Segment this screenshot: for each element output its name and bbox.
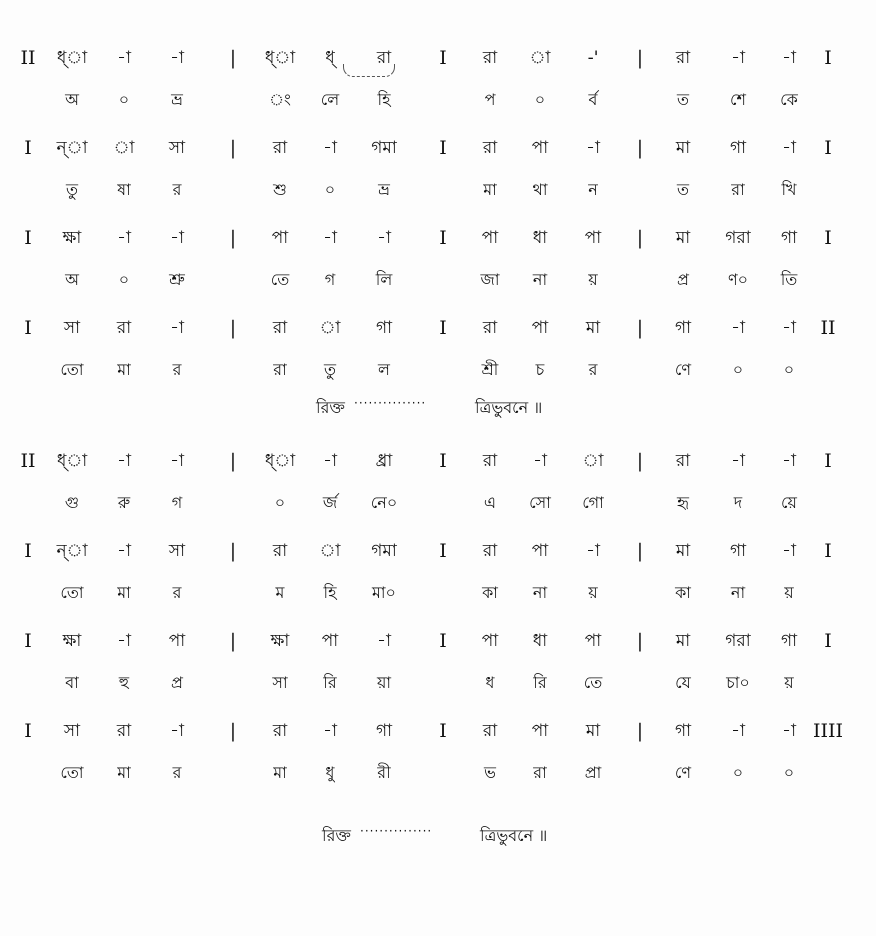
leader-dots: ··············· xyxy=(360,824,433,838)
bar-line: I xyxy=(439,227,447,249)
lyric-syllable: ধু xyxy=(325,763,335,782)
note: -া xyxy=(170,228,184,248)
note: ধ্রা xyxy=(375,451,393,471)
note: রা xyxy=(482,48,498,68)
lyric-syllable: গ xyxy=(324,270,336,289)
note: মা xyxy=(675,138,691,158)
note: া xyxy=(582,451,604,471)
note: রা xyxy=(675,451,691,471)
lyric-syllable: দ xyxy=(733,493,743,512)
lyric-syllable: মা xyxy=(117,763,131,782)
lyric-syllable: রি xyxy=(533,673,547,692)
note: সা xyxy=(63,721,81,741)
note: -া xyxy=(117,451,131,471)
bar-line: | xyxy=(636,450,644,472)
note: মা xyxy=(675,541,691,561)
lyric-syllable: য়ে xyxy=(781,493,797,512)
bar-line: II xyxy=(20,450,36,472)
lyric-syllable: গ xyxy=(171,493,183,512)
note: া xyxy=(319,318,341,338)
bar-line: I xyxy=(24,227,32,249)
bar-line: | xyxy=(229,47,237,69)
lyric-syllable: শে xyxy=(730,90,746,109)
note: -া xyxy=(323,228,337,248)
lyric-syllable: মা xyxy=(117,360,131,379)
note: পা xyxy=(271,228,289,248)
note: গমা xyxy=(371,541,397,561)
lyric-syllable: শ্রী xyxy=(481,360,499,379)
note: গা xyxy=(729,138,747,158)
note: -া xyxy=(170,48,184,68)
note: সা xyxy=(63,318,81,338)
lyric-syllable: ল xyxy=(378,360,390,379)
lyric-syllable: প xyxy=(484,90,496,109)
note: গা xyxy=(729,541,747,561)
lyric-syllable: সো xyxy=(529,493,551,512)
bar-line: I xyxy=(824,630,832,652)
note: পা xyxy=(481,228,499,248)
note: রা xyxy=(116,318,132,338)
note: -া xyxy=(731,48,745,68)
bar-line: I xyxy=(24,630,32,652)
lyric-syllable: খি xyxy=(781,180,797,199)
note: -া xyxy=(117,631,131,651)
lyric-syllable: ভ xyxy=(484,763,496,782)
bar-line: | xyxy=(229,227,237,249)
lyric-syllable: প্রা xyxy=(584,763,602,782)
note: রা xyxy=(272,318,288,338)
note: রা xyxy=(272,138,288,158)
lyric-syllable: ষা xyxy=(117,180,131,199)
note: া xyxy=(529,48,551,68)
lyric-syllable: ০ xyxy=(732,360,744,379)
note: ধ্া xyxy=(264,451,296,471)
note: গমা xyxy=(371,138,397,158)
bar-line: | xyxy=(636,540,644,562)
lyric-syllable: নে০ xyxy=(370,493,398,512)
lyric-syllable: র্জ xyxy=(322,493,338,512)
refrain-end: ত্রিভুবনে ॥ xyxy=(480,826,548,845)
note: পা xyxy=(531,541,549,561)
lyric-syllable: অ xyxy=(65,90,79,109)
lyric-syllable: ন xyxy=(588,180,598,199)
lyric-syllable: এ xyxy=(483,493,497,512)
note: -া xyxy=(782,48,796,68)
note: রা xyxy=(675,48,691,68)
lyric-syllable: য় xyxy=(588,583,598,602)
lyric-syllable: র্ব xyxy=(588,90,598,109)
bar-line: | xyxy=(636,317,644,339)
lyric-syllable: তি xyxy=(780,270,798,289)
lyric-syllable: ভ্র xyxy=(171,90,183,109)
lyric-syllable: গু xyxy=(64,493,80,512)
lyric-syllable: মা xyxy=(117,583,131,602)
note: গা xyxy=(780,631,798,651)
lyric-syllable: হি xyxy=(377,90,391,109)
note: ধ্া xyxy=(264,48,296,68)
note: রা xyxy=(482,541,498,561)
note: রা xyxy=(272,541,288,561)
bar-line: II xyxy=(820,317,836,339)
note: -া xyxy=(731,318,745,338)
note: া xyxy=(319,541,341,561)
note: ক্ষা xyxy=(62,228,82,248)
note: -া xyxy=(170,318,184,338)
note: ধা xyxy=(532,631,548,651)
bar-line: I xyxy=(24,317,32,339)
lyric-syllable: ণ০ xyxy=(727,270,749,289)
note: -া xyxy=(782,541,796,561)
lyric-syllable: লি xyxy=(375,270,393,289)
note: রা xyxy=(482,451,498,471)
bar-line: | xyxy=(636,720,644,742)
lyric-syllable: চা০ xyxy=(726,673,750,692)
lyric-syllable: কা xyxy=(675,583,691,602)
refrain-label: রিক্ত xyxy=(322,826,351,845)
lyric-syllable: ০ xyxy=(118,90,130,109)
note: পা xyxy=(531,318,549,338)
note: ক্ষা xyxy=(62,631,82,651)
note: গরা xyxy=(725,631,751,651)
bar-line: IIII xyxy=(812,720,844,742)
note: মা xyxy=(585,318,601,338)
note: -া xyxy=(377,631,391,651)
lyric-syllable: না xyxy=(532,270,548,289)
lyric-syllable: শু xyxy=(273,180,287,199)
lyric-syllable: না xyxy=(730,583,746,602)
lyric-syllable: প্র xyxy=(677,270,689,289)
note: -া xyxy=(731,721,745,741)
note: -া xyxy=(586,541,600,561)
lyric-syllable: লে xyxy=(320,90,340,109)
note: রা xyxy=(482,138,498,158)
bar-line: I xyxy=(439,720,447,742)
note: ধ্ xyxy=(325,48,335,68)
bar-line: I xyxy=(824,540,832,562)
lyric-syllable: হি xyxy=(323,583,337,602)
note: -া xyxy=(117,541,131,561)
lyric-syllable: প্র xyxy=(171,673,183,692)
note: গা xyxy=(375,721,393,741)
bar-line: I xyxy=(824,47,832,69)
bar-line: | xyxy=(229,720,237,742)
note: -া xyxy=(782,318,796,338)
leader-dots: ··············· xyxy=(354,396,427,410)
lyric-syllable: র xyxy=(588,360,598,379)
lyric-syllable: তু xyxy=(65,180,79,199)
lyric-syllable: ণে xyxy=(674,360,692,379)
bar-line: | xyxy=(229,540,237,562)
note: মা xyxy=(675,228,691,248)
note: ধা xyxy=(532,228,548,248)
note: পা xyxy=(531,721,549,741)
refrain-label: রিক্ত xyxy=(316,398,345,417)
note: পা xyxy=(584,631,602,651)
note: পা xyxy=(584,228,602,248)
lyric-syllable: শ্রু xyxy=(169,270,185,289)
lyric-syllable: ০ xyxy=(783,763,795,782)
lyric-syllable: রা xyxy=(533,763,547,782)
note: রা xyxy=(482,318,498,338)
lyric-syllable: ত xyxy=(676,180,690,199)
bar-line: I xyxy=(24,137,32,159)
bar-line: | xyxy=(636,630,644,652)
note: রা xyxy=(376,48,392,68)
lyric-syllable: যে xyxy=(675,673,691,692)
note: -া xyxy=(117,228,131,248)
bar-line: I xyxy=(24,720,32,742)
lyric-syllable: য় xyxy=(588,270,598,289)
lyric-syllable: তো xyxy=(60,583,84,602)
lyric-syllable: র xyxy=(172,763,182,782)
lyric-syllable: ণে xyxy=(674,763,692,782)
note: মা xyxy=(585,721,601,741)
lyric-syllable: বা xyxy=(65,673,79,692)
lyric-syllable: মা xyxy=(273,763,287,782)
lyric-syllable: য়া xyxy=(376,673,392,692)
bar-line: I xyxy=(439,630,447,652)
note: -' xyxy=(587,48,599,68)
note: -া xyxy=(323,138,337,158)
note: -া xyxy=(782,451,796,471)
note: -া xyxy=(782,721,796,741)
bar-line: | xyxy=(636,137,644,159)
lyric-syllable: তে xyxy=(583,673,603,692)
note: পা xyxy=(321,631,339,651)
note: ক্ষা xyxy=(270,631,290,651)
lyric-syllable: র xyxy=(172,180,182,199)
bar-line: I xyxy=(439,450,447,472)
note: -া xyxy=(782,138,796,158)
note: ন্া xyxy=(56,541,88,561)
lyric-syllable: কে xyxy=(780,90,798,109)
note: ধ্া xyxy=(56,451,88,471)
bar-line: | xyxy=(229,450,237,472)
lyric-syllable: রী xyxy=(377,763,391,782)
note: -া xyxy=(533,451,547,471)
lyric-syllable: অ xyxy=(65,270,79,289)
lyric-syllable: না xyxy=(532,583,548,602)
lyric-syllable: তু xyxy=(323,360,337,379)
lyric-syllable: হু xyxy=(118,673,130,692)
bar-line: I xyxy=(439,47,447,69)
bar-line: I xyxy=(824,227,832,249)
bar-line: II xyxy=(20,47,36,69)
refrain-end: ত্রিভুবনে ॥ xyxy=(475,398,543,417)
note: গা xyxy=(674,318,692,338)
lyric-syllable: ং xyxy=(269,90,291,109)
note: ধ্া xyxy=(56,48,88,68)
note: -া xyxy=(377,228,391,248)
lyric-syllable: রা xyxy=(731,180,745,199)
note: গা xyxy=(780,228,798,248)
lyric-syllable: রি xyxy=(323,673,337,692)
note: গা xyxy=(674,721,692,741)
bar-line: I xyxy=(439,540,447,562)
lyric-syllable: ত xyxy=(676,90,690,109)
note: -া xyxy=(586,138,600,158)
lyric-syllable: জা xyxy=(480,270,500,289)
note: পা xyxy=(481,631,499,651)
lyric-syllable: রু xyxy=(117,493,131,512)
lyric-syllable: ধ xyxy=(485,673,495,692)
lyric-syllable: কা xyxy=(482,583,498,602)
bar-line: I xyxy=(439,317,447,339)
lyric-syllable: সা xyxy=(272,673,288,692)
note: া xyxy=(113,138,135,158)
bar-line: I xyxy=(824,137,832,159)
lyric-syllable: গো xyxy=(582,493,604,512)
note: গা xyxy=(375,318,393,338)
bar-line: I xyxy=(439,137,447,159)
lyric-syllable: ০ xyxy=(274,493,286,512)
note: -া xyxy=(170,451,184,471)
note: মা xyxy=(675,631,691,651)
lyric-syllable: ম xyxy=(275,583,285,602)
note: -া xyxy=(170,721,184,741)
bar-line: | xyxy=(636,227,644,249)
lyric-syllable: চ xyxy=(535,360,545,379)
lyric-syllable: র xyxy=(172,360,182,379)
lyric-syllable: ০ xyxy=(324,180,336,199)
note: পা xyxy=(531,138,549,158)
note: রা xyxy=(272,721,288,741)
note: -া xyxy=(323,721,337,741)
lyric-syllable: র xyxy=(172,583,182,602)
lyric-syllable: ০ xyxy=(783,360,795,379)
lyric-syllable: হৃ xyxy=(677,493,689,512)
note: গরা xyxy=(725,228,751,248)
lyric-syllable: মা০ xyxy=(372,583,396,602)
bar-line: | xyxy=(229,317,237,339)
lyric-syllable: ০ xyxy=(118,270,130,289)
lyric-syllable: য় xyxy=(784,583,794,602)
note: রা xyxy=(482,721,498,741)
lyric-syllable: রা xyxy=(273,360,287,379)
lyric-syllable: য় xyxy=(784,673,794,692)
note: রা xyxy=(116,721,132,741)
note: সা xyxy=(168,541,186,561)
lyric-syllable: তো xyxy=(60,360,84,379)
bar-line: | xyxy=(229,630,237,652)
lyric-syllable: তে xyxy=(270,270,290,289)
note: -া xyxy=(117,48,131,68)
bar-line: I xyxy=(824,450,832,472)
lyric-syllable: ০ xyxy=(534,90,546,109)
lyric-syllable: থা xyxy=(532,180,548,199)
bar-line: I xyxy=(24,540,32,562)
lyric-syllable: ভ্র xyxy=(378,180,390,199)
bar-line: | xyxy=(229,137,237,159)
note: -া xyxy=(323,451,337,471)
note: পা xyxy=(168,631,186,651)
note: -া xyxy=(731,451,745,471)
lyric-syllable: তো xyxy=(60,763,84,782)
note: ন্া xyxy=(56,138,88,158)
bar-line: | xyxy=(636,47,644,69)
lyric-syllable: ০ xyxy=(732,763,744,782)
lyric-syllable: মা xyxy=(483,180,497,199)
note: সা xyxy=(168,138,186,158)
